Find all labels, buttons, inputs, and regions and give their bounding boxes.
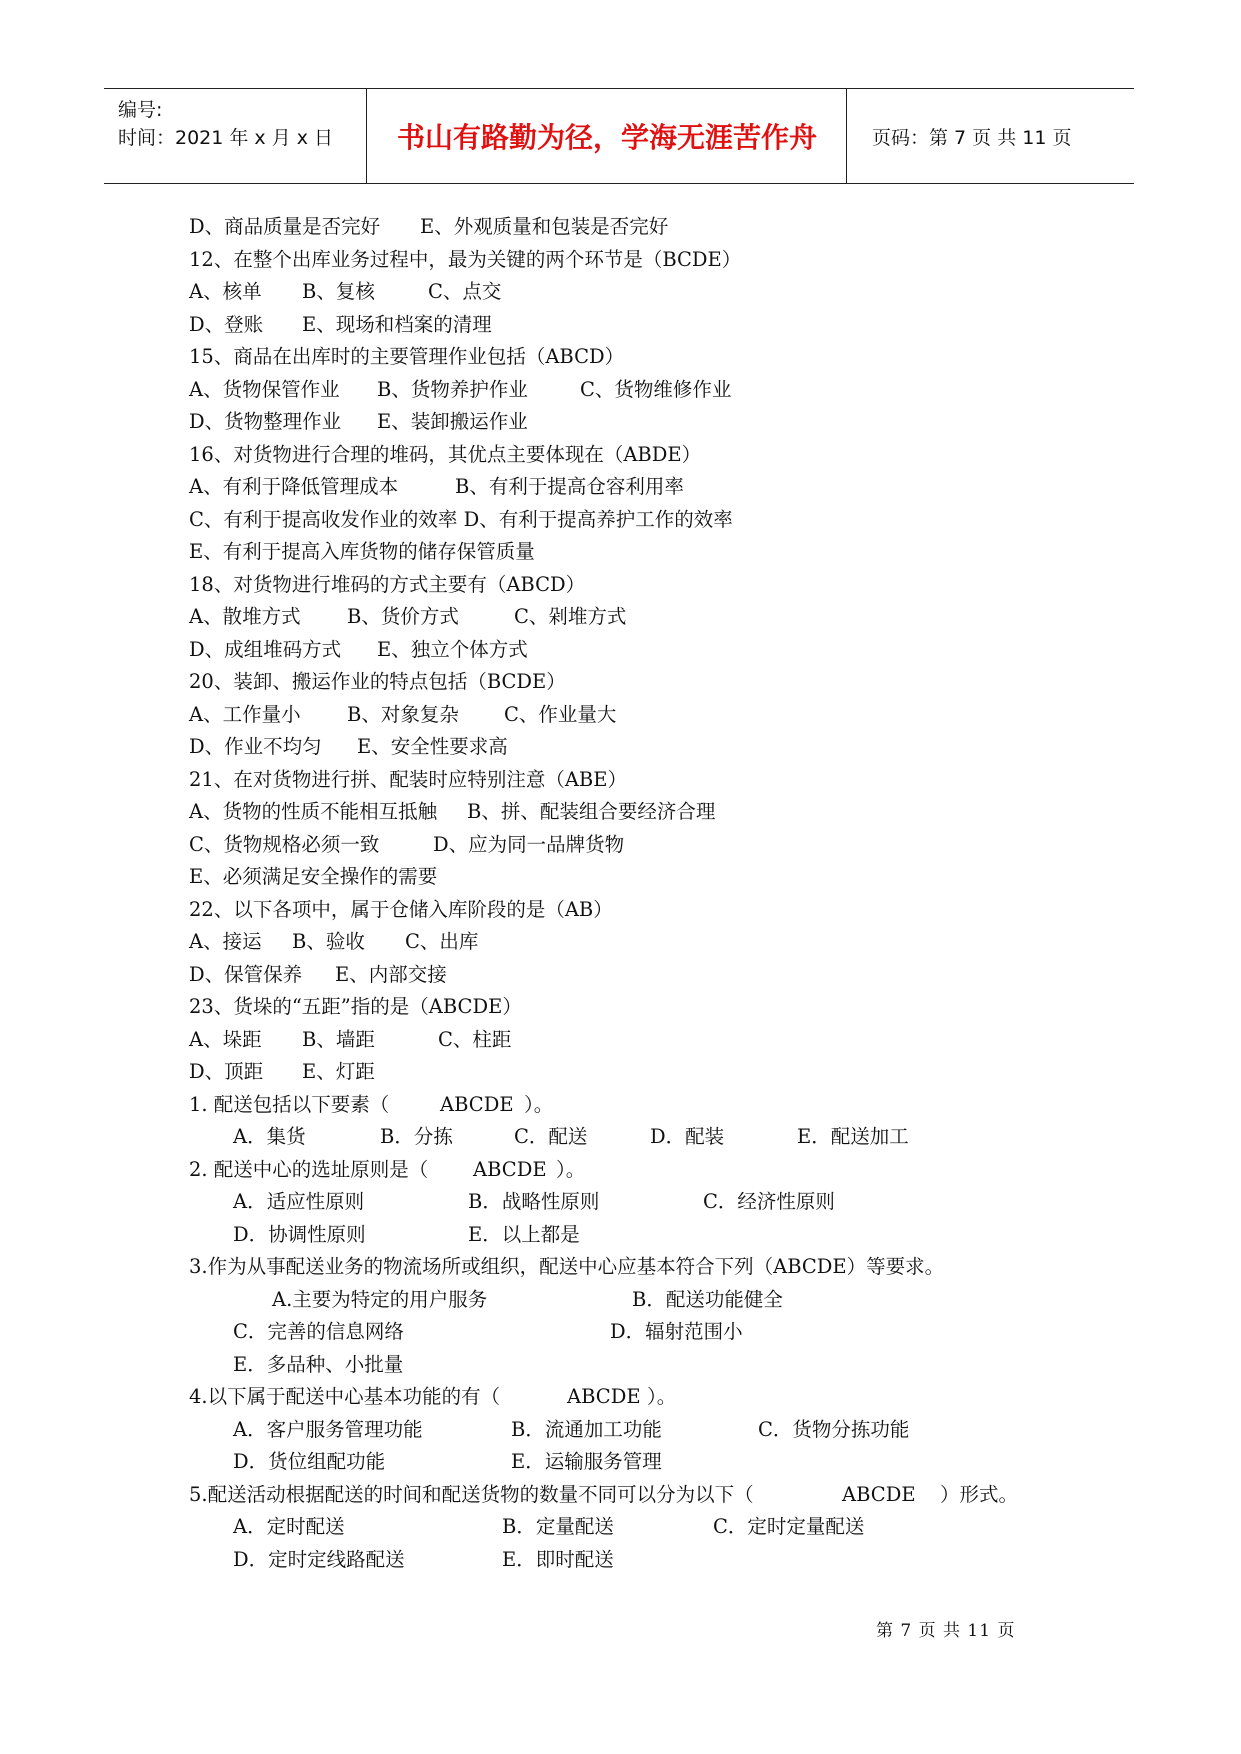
text-line (0, 666, 1241, 698)
text-line (0, 536, 1241, 568)
line-segment: ）。 (524, 1092, 554, 1116)
line-segment: ）。 (556, 1157, 586, 1181)
line-segment: E．即时配送 (502, 1547, 614, 1571)
line-segment: B．分拣 (380, 1125, 453, 1148)
line-segment: B、验收 (292, 930, 365, 953)
line-segment: C．经济性原则 (703, 1190, 835, 1213)
header-table (104, 88, 1134, 184)
line-segment: A．集货 (233, 1125, 306, 1148)
line-segment: B、货价方式 (347, 605, 459, 628)
line-segment: D、应为同一品牌货物 (433, 832, 625, 856)
line-segment: D、商品质量是否完好 (189, 215, 381, 238)
text-line (0, 1219, 1241, 1251)
line-segment: ）。 (647, 1385, 677, 1408)
header-page-label: 页码：第 7 页 共 11 页 (872, 126, 1072, 149)
line-segment: C．定时定量配送 (713, 1515, 865, 1538)
line-segment: 18、对货物进行堆码的方式主要有（ABCD） (189, 572, 586, 596)
line-segment: E、内部交接 (335, 962, 447, 986)
line-segment: E、灯距 (302, 1060, 375, 1083)
line-segment: E、现场和档案的清理 (302, 312, 492, 336)
text-line (0, 1186, 1241, 1218)
text-line (0, 1284, 1241, 1316)
line-segment: E、有利于提高入库货物的储存保管质量 (189, 540, 535, 563)
line-segment: A．定时配送 (233, 1515, 345, 1538)
line-segment: C、货物规格必须一致 (189, 832, 380, 856)
text-line (0, 1121, 1241, 1153)
page-footer: 第 7 页 共 11 页 (876, 1621, 1016, 1641)
line-segment: 16、对货物进行合理的堆码，其优点主要体现在（ABDE） (189, 442, 702, 466)
line-segment: E．运输服务管理 (511, 1450, 662, 1473)
text-line (0, 1446, 1241, 1478)
line-segment: A、核单 (189, 280, 262, 303)
line-segment: A.主要为特定的用户服务 (272, 1287, 488, 1311)
text-line (0, 244, 1241, 276)
text-line (0, 276, 1241, 308)
line-segment: A、货物的性质不能相互抵触 (189, 800, 438, 823)
line-segment: D．配装 (650, 1125, 725, 1148)
line-segment: E、外观质量和包装是否完好 (420, 215, 669, 238)
line-segment: D．货位组配功能 (233, 1450, 386, 1473)
line-segment: B、拼、配装组合要经济合理 (467, 800, 716, 823)
text-line (0, 309, 1241, 341)
line-segment: A、接运 (189, 930, 262, 953)
text-line (0, 1056, 1241, 1088)
line-segment: ABCDE (842, 1482, 916, 1506)
line-segment: D、成组堆码方式 (189, 637, 342, 661)
line-segment: A、货物保管作业 (189, 377, 340, 401)
text-line (0, 211, 1241, 243)
text-line (0, 991, 1241, 1023)
text-line (0, 1024, 1241, 1056)
line-segment: ABCDE (473, 1157, 547, 1181)
line-segment: D．协调性原则 (233, 1222, 366, 1246)
header-motto: 书山有路勤为径，学海无涯苦作舟 (368, 89, 847, 183)
line-segment: B、对象复杂 (347, 702, 459, 726)
line-segment: 22、以下各项中，属于仓储入库阶段的是（AB） (189, 897, 613, 921)
line-segment: A、垛距 (189, 1027, 262, 1051)
text-line (0, 439, 1241, 471)
line-segment: A．客户服务管理功能 (233, 1417, 423, 1441)
line-segment: 1. 配送包括以下要素（ (189, 1092, 390, 1116)
text-line (0, 861, 1241, 893)
line-segment: A、工作量小 (189, 702, 301, 726)
line-segment: C、货物维修作业 (580, 377, 732, 401)
line-segment: B．定量配送 (502, 1515, 614, 1538)
line-segment: E、安全性要求高 (357, 735, 508, 758)
line-segment: B、货物养护作业 (377, 377, 528, 401)
line-segment: 20、装卸、搬运作业的特点包括（BCDE） (189, 670, 566, 693)
time-label: 时间：2021 年 x 月 x 日 (118, 127, 334, 149)
number-label: 编号: (118, 99, 163, 121)
text-line (0, 926, 1241, 958)
text-line (0, 1479, 1241, 1511)
line-segment: 15、商品在出库时的主要管理作业包括（ABCD） (189, 345, 625, 368)
text-line (0, 601, 1241, 633)
line-segment: C、出库 (405, 930, 479, 953)
line-segment: D．定时定线路配送 (233, 1547, 405, 1571)
line-segment: D、作业不均匀 (189, 735, 322, 758)
line-segment: C、有利于提高收发作业的效率 D、有利于提高养护工作的效率 (189, 507, 733, 531)
line-segment: D．辐射范围小 (610, 1320, 743, 1343)
line-segment: E、装卸搬运作业 (377, 410, 528, 433)
text-line (0, 1381, 1241, 1413)
line-segment: E．多品种、小批量 (233, 1352, 404, 1376)
line-segment: B、复核 (302, 280, 375, 303)
header-meta-cell (104, 89, 367, 183)
text-line (0, 731, 1241, 763)
line-segment: D、顶距 (189, 1060, 264, 1083)
line-segment: ABCDE (440, 1092, 514, 1116)
text-line (0, 634, 1241, 666)
line-segment: ）形式。 (940, 1482, 1019, 1506)
line-segment: 4.以下属于配送中心基本功能的有（ (189, 1385, 501, 1408)
line-segment: B、墙距 (302, 1027, 375, 1051)
line-segment: C．配送 (514, 1125, 588, 1148)
text-line (0, 504, 1241, 536)
text-line (0, 374, 1241, 406)
line-segment: D、登账 (189, 312, 264, 336)
text-line (0, 699, 1241, 731)
line-segment: C．完善的信息网络 (233, 1320, 404, 1343)
line-segment: C、剁堆方式 (514, 605, 627, 628)
text-line (0, 1154, 1241, 1186)
line-segment: 21、在对货物进行拼、配装时应特别注意（ABE） (189, 767, 627, 791)
text-line (0, 1544, 1241, 1576)
text-line (0, 796, 1241, 828)
line-segment: 3.作为从事配送业务的物流场所或组织，配送中心应基本符合下列（ABCDE）等要求。 (189, 1255, 945, 1278)
line-segment: 23、货垛的“五距”指的是（ABCDE） (189, 995, 522, 1018)
line-segment: B．战略性原则 (468, 1190, 600, 1213)
text-line (0, 829, 1241, 861)
text-line (0, 341, 1241, 373)
text-line (0, 1511, 1241, 1543)
line-segment: C、作业量大 (504, 702, 617, 726)
text-line (0, 1089, 1241, 1121)
text-line (0, 1414, 1241, 1446)
line-segment: C、点交 (428, 280, 502, 303)
line-segment: D、保管保养 (189, 962, 303, 986)
line-segment: E．以上都是 (468, 1222, 580, 1246)
line-segment: A．适应性原则 (233, 1190, 365, 1213)
text-line (0, 1316, 1241, 1348)
text-line (0, 406, 1241, 438)
text-line (0, 1349, 1241, 1381)
text-line (0, 764, 1241, 796)
line-segment: A、有利于降低管理成本 (189, 475, 399, 498)
line-segment: C、柱距 (438, 1027, 512, 1051)
line-segment: B、有利于提高仓容利用率 (455, 475, 684, 498)
line-segment: E、独立个体方式 (377, 637, 528, 661)
line-segment: B．配送功能健全 (632, 1287, 783, 1311)
text-line (0, 959, 1241, 991)
text-line (0, 471, 1241, 503)
line-segment: B．流通加工功能 (511, 1417, 662, 1441)
line-segment: C．货物分拣功能 (758, 1417, 910, 1441)
text-line (0, 1251, 1241, 1283)
line-segment: D、货物整理作业 (189, 410, 342, 433)
line-segment: ABCDE (567, 1385, 641, 1408)
line-segment: 2. 配送中心的选址原则是（ (189, 1157, 429, 1181)
line-segment: A、散堆方式 (189, 605, 301, 628)
text-line (0, 569, 1241, 601)
line-segment: E．配送加工 (797, 1125, 909, 1148)
line-segment: E、必须满足安全操作的需要 (189, 865, 438, 888)
text-line (0, 894, 1241, 926)
line-segment: 12、在整个出库业务过程中，最为关键的两个环节是（BCDE） (189, 247, 742, 271)
line-segment: 5.配送活动根据配送的时间和配送货物的数量不同可以分为以下（ (189, 1482, 754, 1506)
